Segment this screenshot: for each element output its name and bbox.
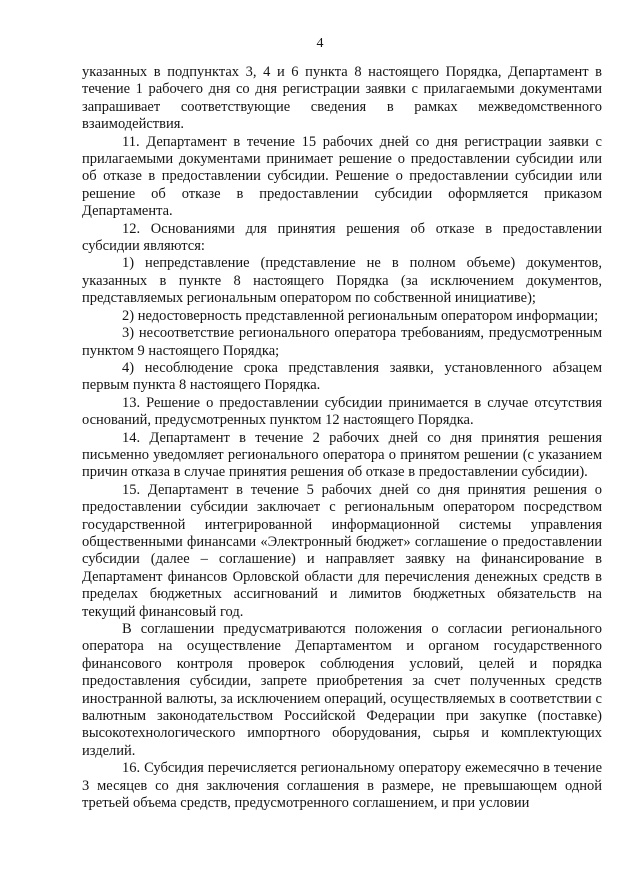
paragraph-12: 12. Основаниями для принятия решения об отказе в предоставлении субсидии являются: <box>82 220 602 255</box>
document-body <box>82 64 602 812</box>
paragraph-11: 11. Департамент в течение 15 рабочих дней со дня регистрации заявки с прилагаемыми документами принимает решение о предоставлении субсидии или об отказе в предоставлении субсидии. Решение о предоставлении субсидии или решение об отказе в предоставлении субсидии оформляется приказом Департамента. <box>82 133 602 220</box>
page-number: 4 <box>316 36 324 51</box>
paragraph-12-item-4: 4) несоблюдение срока представления заявки, установленного абзацем первым пункта 8 настоящего Порядка. <box>82 359 602 394</box>
paragraph-14: 14. Департамент в течение 2 рабочих дней со дня принятия решения письменно уведомляет регионального оператора о принятом решении (с указанием причин отказа в случае принятия решения об отказе в предоставлении субсидии). <box>82 429 602 481</box>
paragraph-16: 16. Субсидия перечисляется региональному оператору ежемесячно в течение 3 месяцев со дня заключения соглашения в размере, не превышающем одной третьей объема средств, предусмотренного соглашением, и при условии <box>82 760 602 812</box>
paragraph-12-item-2: 2) недостоверность представленной региональным оператором информации; <box>122 307 599 324</box>
paragraph-15-agreement: В соглашении предусматриваются положения о согласии регионального оператора на осуществление Департаментом и органом государственного финансового контроля проверок соблюдения условий, целей и порядка предоставления субсидии, запрете приобретения за счет полученных средств иностранной валюты, за исключением операций, осуществляемых в соответствии с валютным законодательством Российской Федерации при закупке (поставке) высокотехнологического импортного оборудования, сырья и комплектующих изделий. <box>82 621 602 759</box>
paragraph-13: 13. Решение о предоставлении субсидии принимается в случае отсутствия оснований, предусмотренных пунктом 12 настоящего Порядка. <box>82 394 602 429</box>
paragraph-continuation: указанных в подпунктах 3, 4 и 6 пункта 8 настоящего Порядка, Департамент в течение 1 рабочего дня со дня регистрации заявки с прилагаемыми документами запрашивает соответствующие сведения в рамках межведомственного взаимодействия. <box>82 64 602 133</box>
paragraph-12-item-1: 1) непредставление (представление не в полном объеме) документов, указанных в пункте 8 настоящего Порядка (за исключением документов, представляемых региональным оператором по собственной инициативе); <box>82 255 602 307</box>
paragraph-15: 15. Департамент в течение 5 рабочих дней со дня принятия решения о предоставлении субсидии заключает с региональным оператором посредством государственной интегрированной информационной системы управления общественными финансами «Электронный бюджет» соглашение о предоставлении субсидии (далее – соглашение) и направляет заявку на финансирование в Департамент финансов Орловской области для перечисления денежных средств в пределах бюджетных ассигнований и лимитов бюджетных обязательств на текущий финансовый год. <box>82 481 602 620</box>
paragraph-12-item-3: 3) несоответствие регионального оператора требованиям, предусмотренным пунктом 9 настоящего Порядка; <box>82 325 602 359</box>
